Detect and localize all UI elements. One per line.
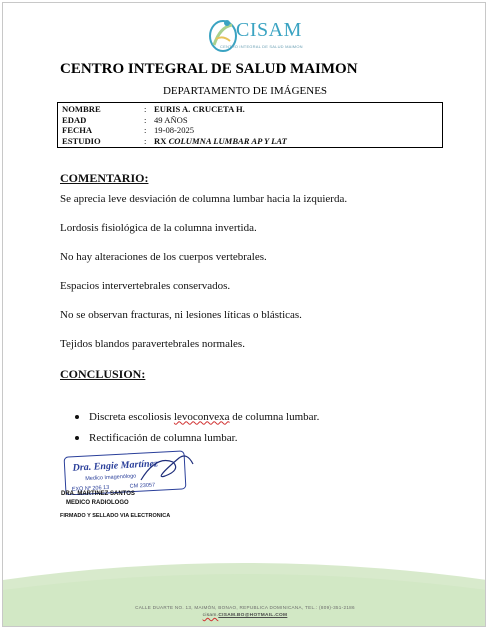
cisam-logo [206, 15, 316, 59]
footer-email-address[interactable]: CISAM.BO@HOTMAIL.COM [218, 613, 288, 618]
patient-age-row [62, 115, 438, 126]
stamp-name: Dra. Engie Martínez [72, 458, 159, 474]
bullet-icon [75, 436, 79, 440]
comment-line: Espacios intervertebrales conservados. [60, 280, 231, 292]
logo-subtitle: CENTRO INTEGRAL DE SALUD MAIMON [220, 44, 303, 49]
patient-date-row [62, 125, 438, 136]
comment-heading: COMENTARIO: [60, 171, 149, 185]
conclusion-item [75, 427, 319, 448]
name-colon: : [144, 104, 147, 114]
study-colon: : [144, 135, 147, 146]
comment-line: Se aprecia leve desviación de columna lumbar hacia la izquierda. [60, 193, 348, 205]
signature-block [61, 490, 135, 507]
patient-info-box [57, 102, 443, 148]
study-value [154, 136, 438, 147]
page-title: CENTRO INTEGRAL DE SALUD MAIMON [60, 61, 358, 77]
study-value-prefix: RX [154, 135, 167, 146]
footer-address: CALLE DUARTE NO. 13, MAIMÓN, BONAO, REPUBLICA DOMINICANA, TEL.: (809)-351-2186 [135, 605, 355, 610]
logo-emblem-icon [206, 15, 240, 55]
patient-name-row [62, 104, 438, 115]
conclusion-heading: CONCLUSION: [60, 367, 146, 381]
conclusion-list [75, 406, 319, 448]
footer-email [3, 613, 486, 618]
stamp-cm: CM 23057 [129, 482, 156, 490]
comment-line: No se observan fracturas, ni lesiones líticas o blásticas. [60, 309, 302, 321]
date-colon: : [144, 125, 147, 135]
doctor-name: DRA. MARTINEZ SANTOS [61, 491, 135, 497]
name-value: EURIS A. CRUCETA H. [154, 104, 245, 114]
comment-line: Tejidos blandos paravertebrales normales. [60, 338, 245, 350]
comment-line: No hay alteraciones de los cuerpos vertebrales. [60, 251, 267, 263]
spellcheck-marked-word: levoconvexa [173, 410, 230, 423]
footer-email-prefix: cisam. [202, 613, 219, 618]
comment-line: Lordosis fisiológica de la columna invertida. [60, 222, 257, 234]
department-title: DEPARTAMENTO DE IMÁGENES [162, 85, 328, 97]
age-label: EDAD [62, 114, 87, 125]
bullet-icon [75, 415, 79, 419]
stamp-exq: EXQ Nº 206 13 [71, 484, 110, 493]
conclusion-item-text: Rectificación de columna lumbar. [89, 431, 238, 444]
signature-stamp [61, 450, 201, 495]
doctor-role: MEDICO RADIOLOGO [66, 499, 129, 506]
signed-electronically-note: FIRMADO Y SELLADO VIA ELECTRONICA [60, 513, 171, 519]
study-value-text: COLUMNA LUMBAR AP Y LAT [168, 135, 287, 146]
age-value: 49 AÑOS [154, 114, 188, 125]
document-page [2, 2, 486, 627]
study-label: ESTUDIO [62, 135, 101, 146]
name-label: NOMBRE [62, 104, 101, 114]
date-value: 19-08-2025 [154, 125, 195, 135]
logo-text: CISAM [236, 19, 302, 41]
conclusion-item-text [89, 411, 319, 423]
conclusion-text-after: de columna lumbar. [229, 410, 320, 423]
conclusion-text-before: Discreta escoliosis [89, 410, 174, 423]
age-colon: : [144, 114, 147, 125]
conclusion-item [75, 406, 319, 427]
patient-study-row [62, 136, 438, 147]
date-label: FECHA [62, 125, 93, 135]
stamp-role: Medico Imagenólogo [85, 473, 137, 483]
